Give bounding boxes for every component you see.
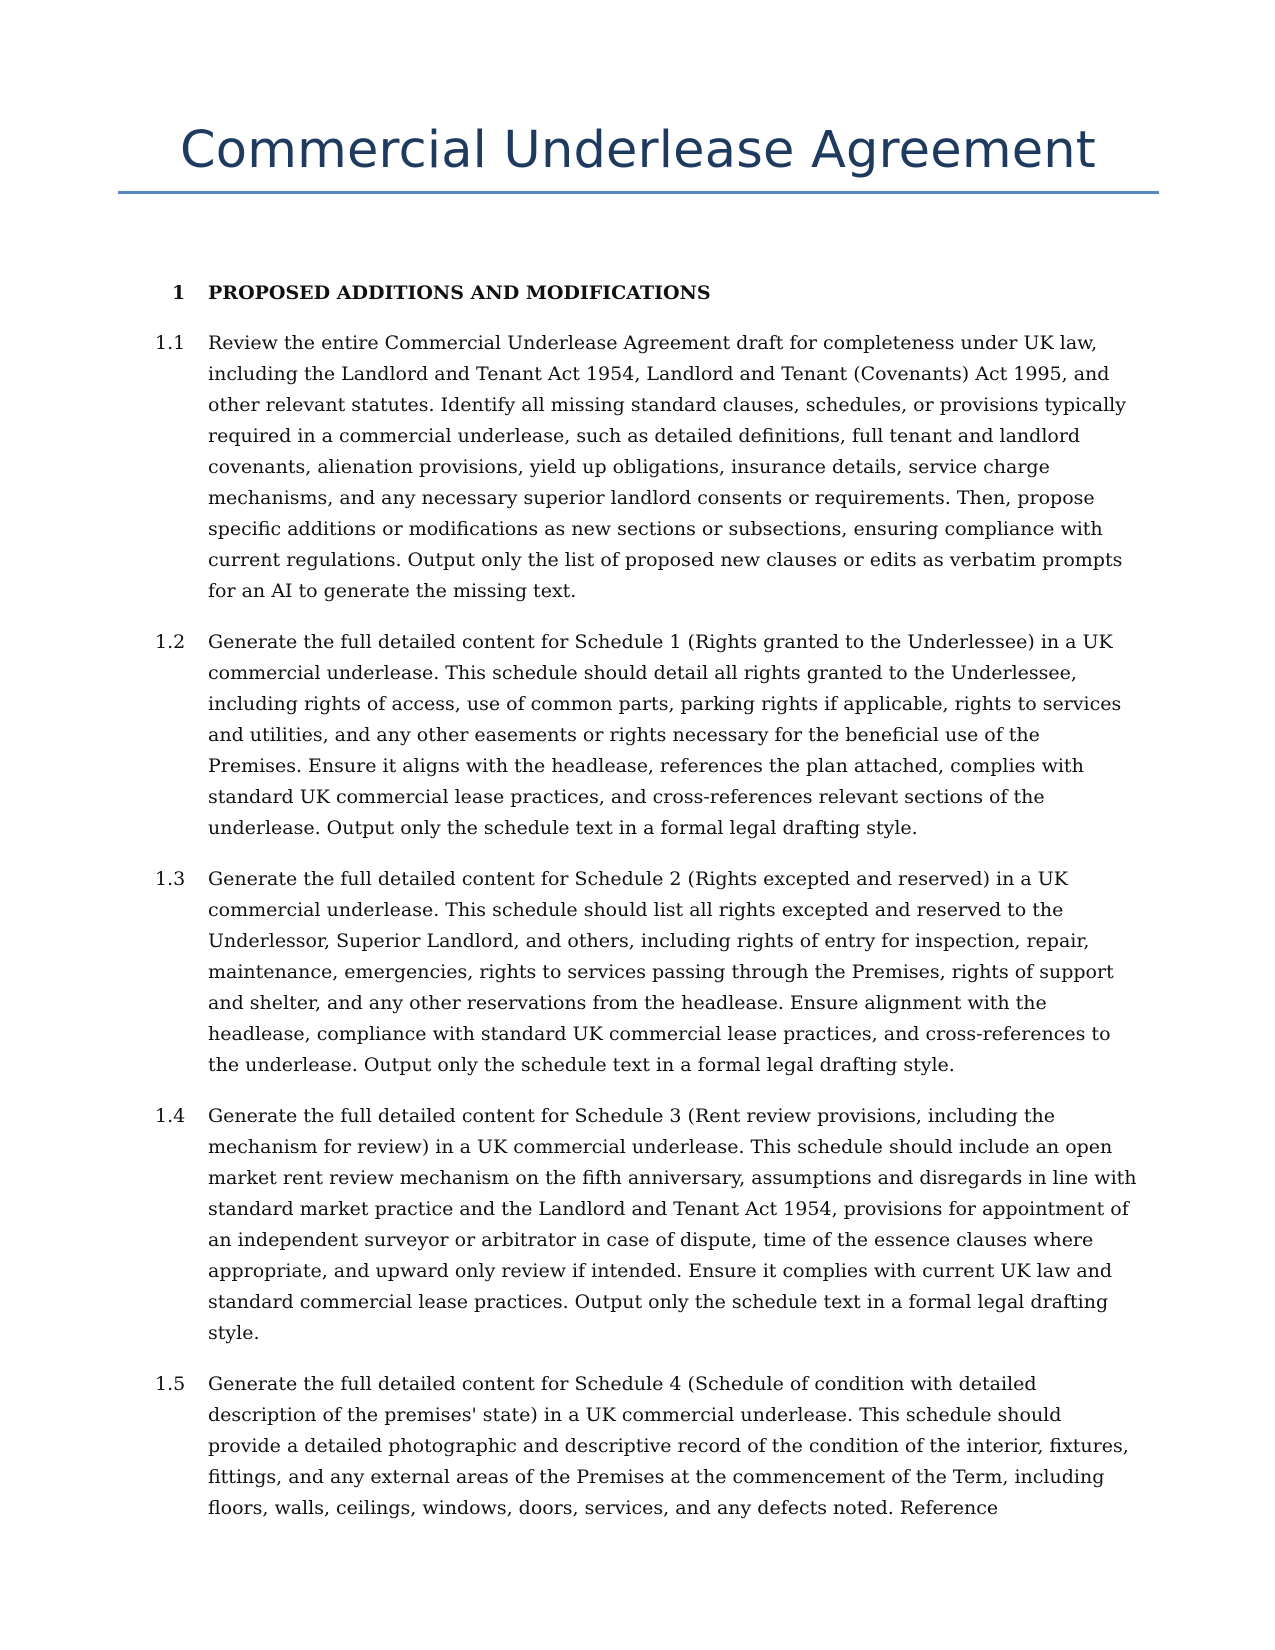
clause-number: 1.3 [155, 868, 186, 890]
clause-1-3 [0, 864, 1275, 1081]
clause-1-1 [0, 328, 1275, 607]
clause-text: Review the entire Commercial Underlease Agreement draft for completeness under UK law, including the Landlord and Tenant Act 1954, Landlord and Tenant (Covenants) Act 1995, and other relevant statutes. Identify all missing standard clauses, schedules, or provisions typically required in a commercial underlease, such as detailed definitions, full tenant and landlord covenants, alienation provisions, yield up obligations, insurance details, service charge mechanisms, and any necessary superior landlord consents or requirements. Then, propose specific additions or modifications as new sections or subsections, ensuring compliance with current regulations. Output only the list of proposed new clauses or edits as verbatim prompts for an AI to generate the missing text. [208, 332, 1126, 602]
clause-number: 1.4 [155, 1105, 186, 1127]
clause-text: Generate the full detailed content for Schedule 2 (Rights excepted and reserved) in a UK commercial underlease. This schedule should list all rights excepted and reserved to the Underlessor, Superior Landlord, and others, including rights of entry for inspection, repair, maintenance, emergencies, rights to services passing through the Premises, rights of support and shelter, and any other reservations from the headlease. Ensure alignment with the headlease, compliance with standard UK commercial lease practices, and cross-references to the underlease. Output only the schedule text in a formal legal drafting style. [208, 868, 1114, 1076]
clause-1-2 [0, 627, 1275, 844]
clause-number: 1.2 [155, 631, 186, 653]
clause-1-5 [0, 1369, 1275, 1524]
clause-number: 1.5 [155, 1373, 186, 1395]
clause-text: Generate the full detailed content for Schedule 1 (Rights granted to the Underlessee) in a UK commercial underlease. This schedule should detail all rights granted to the Underlessee, including rights of access, use of common parts, parking rights if applicable, rights to services and utilities, and any other easements or rights necessary for the beneficial use of the Premises. Ensure it aligns with the headlease, references the plan attached, complies with standard UK commercial lease practices, and cross-references relevant sections of the underlease. Output only the schedule text in a formal legal drafting style. [208, 631, 1122, 839]
section-number: 1 [172, 282, 186, 304]
clause-1-4 [0, 1101, 1275, 1349]
clause-text: Generate the full detailed content for Schedule 3 (Rent review provisions, including the mechanism for review) in a UK commercial underlease. This schedule should include an open market rent review mechanism on the fifth anniversary, assumptions and disregards in line with standard market practice and the Landlord and Tenant Act 1954, provisions for appointment of an independent surveyor or arbitrator in case of dispute, time of the essence clauses where appropriate, and upward only review if intended. Ensure it complies with current UK law and standard commercial lease practices. Output only the schedule text in a formal legal drafting style. [208, 1105, 1137, 1344]
document-title: Commercial Underlease Agreement [179, 121, 1096, 180]
title-underline [118, 191, 1159, 194]
clause-text: Generate the full detailed content for Schedule 4 (Schedule of condition with detailed description of the premises' state) in a UK commercial underlease. This schedule should provide a detailed photographic and descriptive record of the condition of the interior, fixtures, fittings, and any external areas of the Premises at the commencement of the Term, including floors, walls, ceilings, windows, doors, services, and any defects noted. Reference [208, 1373, 1129, 1519]
section-heading-text: PROPOSED ADDITIONS AND MODIFICATIONS [208, 282, 711, 304]
section-heading [0, 278, 1275, 308]
clause-number: 1.1 [155, 332, 186, 354]
document-body [0, 278, 1275, 1524]
